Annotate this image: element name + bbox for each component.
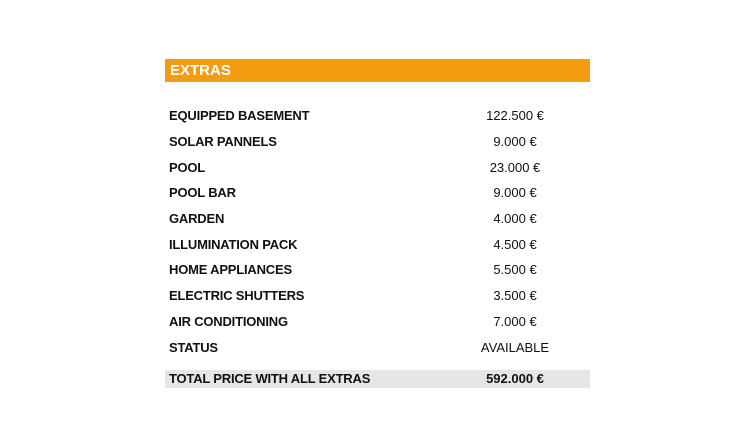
extra-item-label: GARDEN — [169, 211, 225, 227]
extra-item-price: 122.500 € — [486, 108, 544, 124]
extras-header: EXTRAS — [165, 59, 590, 82]
total-label: TOTAL PRICE WITH ALL EXTRAS — [169, 371, 371, 387]
status-value: AVAILABLE — [480, 339, 550, 355]
extra-item-pool — [165, 154, 590, 180]
status-row — [165, 334, 590, 360]
extra-item-equipped-basement — [165, 103, 590, 129]
extra-item-label: HOME APPLIANCES — [169, 262, 292, 278]
extra-item-price: 5.500 € — [493, 262, 537, 278]
extra-item-garden — [165, 206, 590, 232]
extra-item-label: POOL — [169, 159, 206, 175]
extra-item-label: SOLAR PANNELS — [169, 134, 277, 150]
extra-item-home-appliances — [165, 257, 590, 283]
extra-item-label: ILLUMINATION PACK — [169, 236, 298, 252]
extra-item-air-conditioning — [165, 309, 590, 335]
extra-item-label: AIR CONDITIONING — [169, 313, 288, 329]
extra-item-pool-bar — [165, 180, 590, 206]
status-label: STATUS — [169, 339, 218, 355]
extra-item-price: 3.500 € — [493, 288, 537, 304]
extra-item-price: 23.000 € — [489, 159, 541, 175]
extra-item-solar-pannels — [165, 129, 590, 155]
extra-item-label: POOL BAR — [169, 185, 236, 201]
extra-item-label: ELECTRIC SHUTTERS — [169, 288, 305, 304]
extra-item-price: 4.500 € — [493, 236, 537, 252]
extra-item-price: 4.000 € — [493, 211, 537, 227]
extras-list — [165, 103, 590, 360]
extras-panel — [165, 59, 590, 388]
extra-item-label: EQUIPPED BASEMENT — [169, 108, 310, 124]
extra-item-illumination-pack — [165, 231, 590, 257]
extra-item-price: 7.000 € — [493, 313, 537, 329]
extra-item-price: 9.000 € — [493, 185, 537, 201]
extra-item-price: 9.000 € — [493, 134, 537, 150]
extra-item-electric-shutters — [165, 283, 590, 309]
total-row — [165, 370, 590, 388]
total-price: 592.000 € — [486, 371, 544, 387]
